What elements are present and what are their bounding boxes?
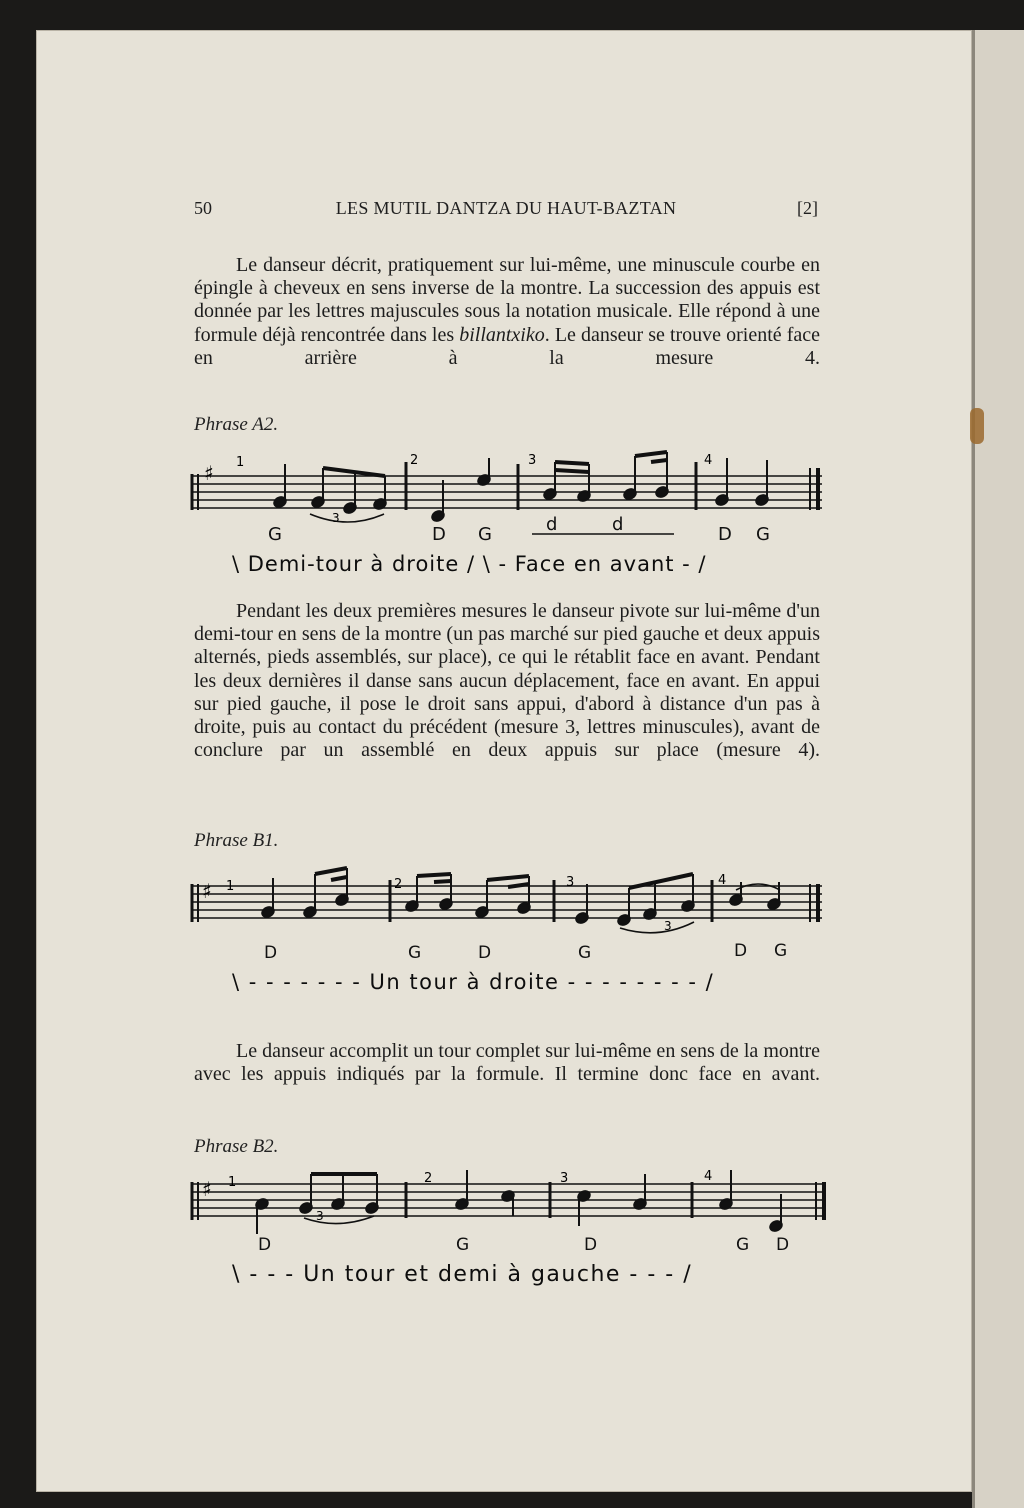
svg-text:♯: ♯ [202, 1177, 212, 1201]
tuplet-mark: 3 [332, 511, 340, 525]
direction-a2: \ Demi-tour à droite / \ - Face en avant - / [232, 552, 707, 576]
facing-page-edge [972, 30, 1024, 1508]
svg-text:♯: ♯ [204, 461, 214, 485]
step-letter: D [584, 1235, 598, 1255]
measure-number: 4 [718, 873, 727, 888]
step-letter: d [612, 514, 624, 535]
step-letter: D [776, 1235, 790, 1255]
step-letter: G [756, 524, 770, 545]
measure-number: 1 [226, 879, 235, 894]
step-letter: D [734, 941, 748, 961]
measure-number: 2 [394, 877, 403, 892]
intro-paragraph: Le danseur décrit, pratiquement sur lui-même, une minuscule courbe en épingle à cheveux en sens inverse de la montre. La succession des appuis est donnée par les lettres majuscules sous la notation musicale. Elle répond à une formule déjà rencontrée dans les billantxiko. Le danseur se trouve orienté face en arrière à la mesure 4. [194, 254, 820, 369]
page-number: 50 [194, 198, 212, 218]
measure-number: 4 [704, 453, 713, 468]
running-header [194, 198, 818, 228]
music-staff-b1 [188, 860, 828, 966]
step-letter: D [264, 943, 278, 963]
phrase-label-b1: Phrase B1. [194, 830, 279, 851]
music-staff-b2 [188, 1160, 832, 1260]
step-letter: G [408, 943, 422, 963]
step-letter: G [774, 941, 788, 961]
step-letter: G [478, 524, 492, 545]
phrase-label-b2: Phrase B2. [194, 1136, 279, 1157]
step-letter: D [478, 943, 492, 963]
paragraph-b1: Le danseur accomplit un tour complet sur lui-même en sens de la montre avec les appuis indiqués par la formule. Il termine donc face en avant. [194, 1040, 820, 1086]
step-letter: G [736, 1235, 750, 1255]
step-letter: D [718, 524, 732, 545]
tuplet-mark: 3 [664, 919, 672, 933]
paper-stain [970, 408, 984, 444]
section-number: [2] [797, 198, 818, 218]
music-staff-a2 [188, 440, 828, 548]
step-letter: G [268, 524, 282, 545]
measure-number: 4 [704, 1169, 713, 1184]
tuplet-mark: 3 [316, 1209, 324, 1223]
paragraph-a2: Pendant les deux premières mesures le danseur pivote sur lui-même d'un demi-tour en sens de la montre (un pas marché sur pied gauche et deux appuis alternés, pieds assemblés, sur place), ce qui le rétablit face en avant. Pendant les deux dernières il danse sans aucun déplacement, face en avant. En appui sur pied gauche, il pose le droit sans appui, d'abord à distance d'un pas à droite, puis au contact du précédent (mesure 3, lettres minuscules), avant de conclure par un assemblé en deux appuis sur place (mesure 4). [194, 600, 820, 762]
measure-number: 3 [560, 1171, 569, 1186]
running-title: LES MUTIL DANTZA DU HAUT-BAZTAN [335, 198, 677, 218]
measure-number: 2 [410, 453, 419, 468]
measure-number: 3 [528, 453, 537, 468]
step-letter: D [432, 524, 446, 545]
direction-b1: \ - - - - - - - Un tour à droite - - - - - - - - / [232, 970, 715, 994]
direction-b2: \ - - - Un tour et demi à gauche - - - / [232, 1262, 693, 1287]
measure-number: 1 [236, 455, 245, 470]
italic-term: billantxiko [459, 323, 545, 346]
step-letter: D [258, 1235, 272, 1255]
measure-number: 2 [424, 1171, 433, 1186]
measure-number: 3 [566, 875, 575, 890]
step-letter: G [578, 943, 592, 963]
svg-text:♯: ♯ [202, 879, 212, 903]
step-letter: d [546, 514, 558, 535]
phrase-label-a2: Phrase A2. [194, 414, 279, 435]
measure-number: 1 [228, 1175, 237, 1190]
step-letter: G [456, 1235, 470, 1255]
